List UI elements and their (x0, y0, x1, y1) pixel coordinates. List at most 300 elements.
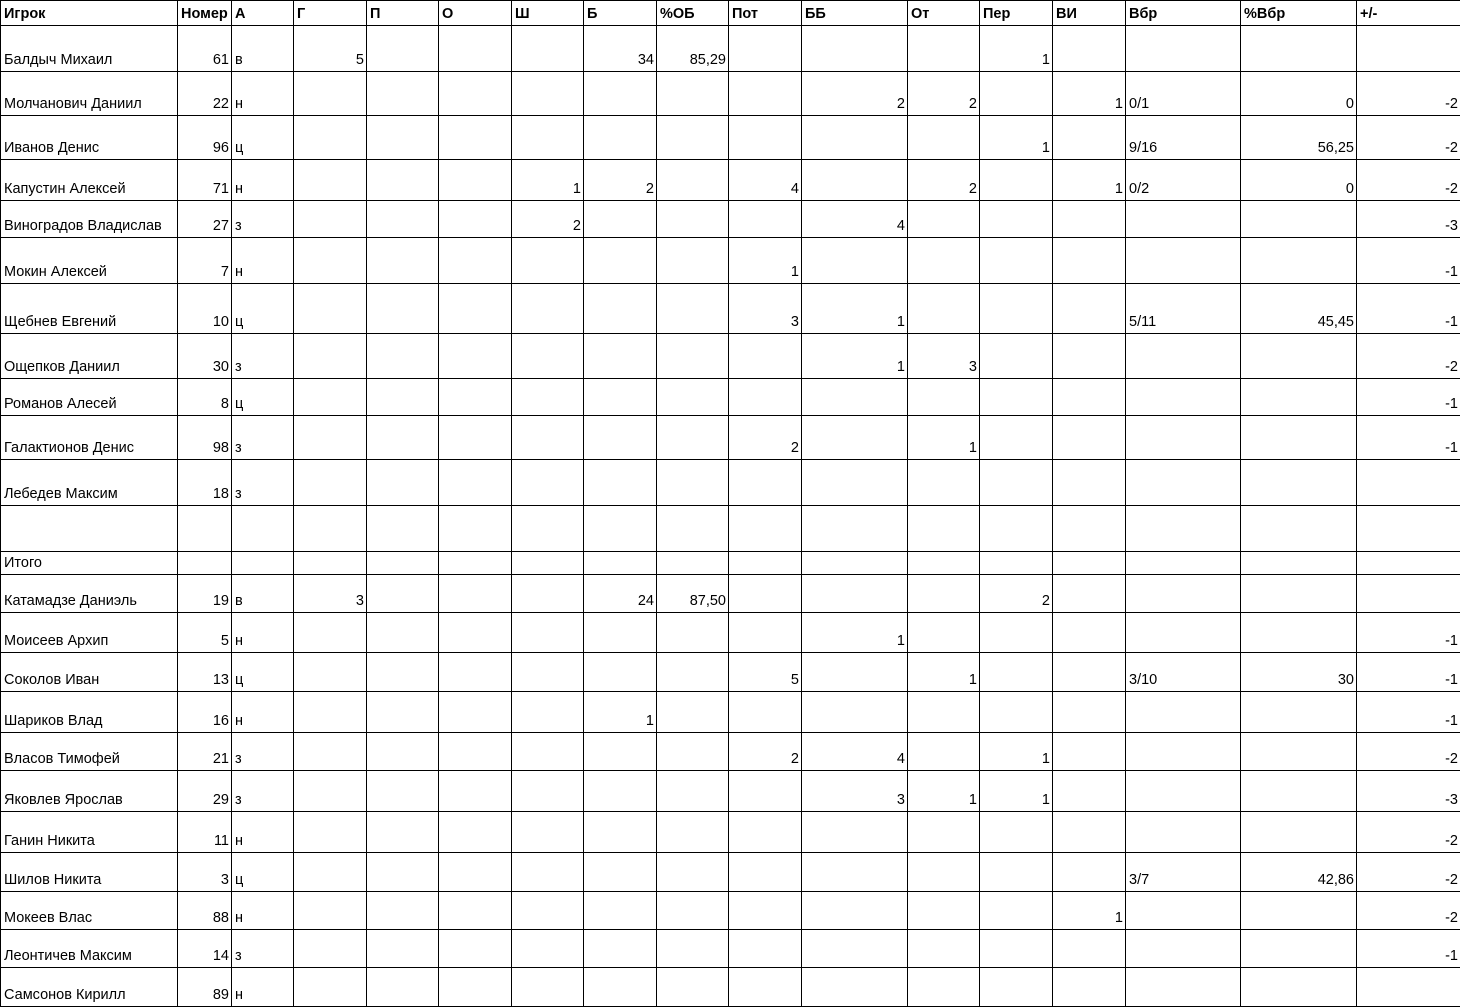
player-name: Ганин Никита (1, 812, 178, 853)
player-number: 18 (178, 460, 232, 506)
stat-cell (908, 733, 980, 771)
stat-cell (584, 653, 657, 692)
plus-minus-cell: -2 (1357, 334, 1460, 379)
player-number: 19 (178, 575, 232, 613)
stat-cell (1053, 460, 1126, 506)
stat-cell (980, 284, 1053, 334)
player-position: з (232, 416, 294, 460)
stat-cell (294, 892, 367, 930)
column-header: Пот (729, 1, 802, 26)
stat-cell (294, 692, 367, 733)
player-name: Моисеев Архип (1, 613, 178, 653)
stat-cell (908, 613, 980, 653)
stat-cell (657, 552, 729, 575)
stat-cell (657, 771, 729, 812)
plus-minus-cell: -1 (1357, 692, 1460, 733)
column-header: А (232, 1, 294, 26)
player-name: Ощепков Даниил (1, 334, 178, 379)
stat-cell (980, 853, 1053, 892)
stat-cell (908, 812, 980, 853)
player-number: 11 (178, 812, 232, 853)
stat-cell (908, 853, 980, 892)
stat-cell: 3/7 (1126, 853, 1241, 892)
stat-cell: 2 (584, 160, 657, 201)
stat-cell (1053, 201, 1126, 238)
stat-cell (584, 416, 657, 460)
plus-minus-cell: -2 (1357, 733, 1460, 771)
column-header: %ОБ (657, 1, 729, 26)
stat-cell (657, 284, 729, 334)
stat-cell (294, 733, 367, 771)
player-position: з (232, 771, 294, 812)
plus-minus-cell (1357, 460, 1460, 506)
stat-cell (1241, 613, 1357, 653)
stat-cell (367, 116, 439, 160)
plus-minus-cell: -3 (1357, 201, 1460, 238)
stat-cell (294, 72, 367, 116)
stat-cell (584, 379, 657, 416)
column-header: %Вбр (1241, 1, 1357, 26)
player-position: ц (232, 379, 294, 416)
stat-cell (584, 460, 657, 506)
stat-cell: 2 (512, 201, 584, 238)
stat-cell: 87,50 (657, 575, 729, 613)
stat-cell (657, 160, 729, 201)
plus-minus-cell: -2 (1357, 853, 1460, 892)
plus-minus-cell (1357, 552, 1460, 575)
stat-cell (512, 692, 584, 733)
player-position: н (232, 613, 294, 653)
player-number: 5 (178, 613, 232, 653)
player-name: Мокин Алексей (1, 238, 178, 284)
stat-cell: 2 (908, 72, 980, 116)
column-header: ВИ (1053, 1, 1126, 26)
player-position: н (232, 892, 294, 930)
stat-cell (980, 692, 1053, 733)
stat-cell: 5 (729, 653, 802, 692)
stat-cell (1241, 552, 1357, 575)
stat-cell (980, 653, 1053, 692)
stat-cell (439, 771, 512, 812)
column-header: Вбр (1126, 1, 1241, 26)
stat-cell (657, 892, 729, 930)
stat-cell (512, 613, 584, 653)
player-number: 7 (178, 238, 232, 284)
player-position: з (232, 201, 294, 238)
stat-cell (439, 575, 512, 613)
column-header: +/- (1357, 1, 1460, 26)
stat-cell (584, 613, 657, 653)
stat-cell: 0/1 (1126, 72, 1241, 116)
stat-cell: 3/10 (1126, 653, 1241, 692)
stat-cell (294, 968, 367, 1007)
stat-cell (980, 334, 1053, 379)
stat-cell (367, 812, 439, 853)
stat-cell (584, 334, 657, 379)
stat-cell (908, 284, 980, 334)
column-header: Б (584, 1, 657, 26)
table-row (1, 26, 1460, 72)
stat-cell (908, 379, 980, 416)
stat-cell (584, 930, 657, 968)
stat-cell (1053, 930, 1126, 968)
stat-cell (367, 416, 439, 460)
stat-cell (439, 506, 512, 552)
header-row (1, 1, 1460, 26)
stat-cell (439, 26, 512, 72)
stat-cell (439, 653, 512, 692)
player-name (1, 506, 178, 552)
player-position: в (232, 26, 294, 72)
stat-cell (1053, 26, 1126, 72)
stat-cell (1126, 692, 1241, 733)
stat-cell (657, 416, 729, 460)
stat-cell (512, 552, 584, 575)
stat-cell (294, 416, 367, 460)
stat-cell (657, 653, 729, 692)
stat-cell (1126, 460, 1241, 506)
stat-cell (439, 733, 512, 771)
stat-cell (294, 771, 367, 812)
stat-cell: 1 (802, 613, 908, 653)
plus-minus-cell: -1 (1357, 613, 1460, 653)
stat-cell (439, 160, 512, 201)
player-number: 71 (178, 160, 232, 201)
stat-cell (294, 334, 367, 379)
stat-cell (439, 613, 512, 653)
stat-cell (729, 116, 802, 160)
player-number: 29 (178, 771, 232, 812)
stat-cell (908, 26, 980, 72)
player-position: в (232, 575, 294, 613)
stat-cell (657, 812, 729, 853)
player-position: н (232, 238, 294, 284)
stat-cell: 2 (802, 72, 908, 116)
player-name: Шариков Влад (1, 692, 178, 733)
table-row (1, 575, 1460, 613)
stat-cell (1241, 416, 1357, 460)
table-row (1, 160, 1460, 201)
stat-cell (1241, 575, 1357, 613)
stat-cell (1126, 334, 1241, 379)
player-number: 98 (178, 416, 232, 460)
stat-cell (512, 416, 584, 460)
stat-cell (1053, 733, 1126, 771)
stat-cell (1126, 733, 1241, 771)
stat-cell (802, 460, 908, 506)
stat-cell (802, 26, 908, 72)
player-number: 96 (178, 116, 232, 160)
stat-cell (1053, 552, 1126, 575)
stat-cell: 1 (802, 334, 908, 379)
plus-minus-cell: -2 (1357, 72, 1460, 116)
stat-cell (1241, 334, 1357, 379)
stat-cell: 1 (980, 26, 1053, 72)
stat-cell (367, 653, 439, 692)
stat-cell (512, 334, 584, 379)
stat-cell: 1 (980, 116, 1053, 160)
table-row (1, 460, 1460, 506)
stat-cell (729, 812, 802, 853)
player-position: з (232, 334, 294, 379)
stat-cell (584, 72, 657, 116)
table-row (1, 201, 1460, 238)
player-name: Катамадзе Даниэль (1, 575, 178, 613)
table-row (1, 853, 1460, 892)
stat-cell (294, 853, 367, 892)
stat-cell (439, 379, 512, 416)
stat-cell: 5 (294, 26, 367, 72)
table-row (1, 613, 1460, 653)
stat-cell (439, 968, 512, 1007)
stat-cell (294, 284, 367, 334)
stat-cell (1053, 506, 1126, 552)
stat-cell (1241, 379, 1357, 416)
stat-cell: 1 (729, 238, 802, 284)
plus-minus-cell: -1 (1357, 284, 1460, 334)
stat-cell: 1 (908, 416, 980, 460)
stat-cell (584, 201, 657, 238)
stat-cell (584, 506, 657, 552)
player-name: Виноградов Владислав (1, 201, 178, 238)
stat-cell: 1 (980, 733, 1053, 771)
stat-cell (512, 853, 584, 892)
stat-cell (1241, 771, 1357, 812)
stat-cell (294, 613, 367, 653)
stat-cell (729, 552, 802, 575)
stat-cell (802, 552, 908, 575)
stat-cell (908, 692, 980, 733)
stat-cell (439, 460, 512, 506)
table-row (1, 552, 1460, 575)
player-number: 13 (178, 653, 232, 692)
stat-cell (1053, 238, 1126, 284)
plus-minus-cell (1357, 968, 1460, 1007)
column-header: От (908, 1, 980, 26)
stat-cell (1053, 116, 1126, 160)
stat-cell (584, 552, 657, 575)
stat-cell (1053, 284, 1126, 334)
stat-cell (512, 284, 584, 334)
player-name: Итого (1, 552, 178, 575)
stat-cell: 0/2 (1126, 160, 1241, 201)
stat-cell (294, 160, 367, 201)
player-position: ц (232, 284, 294, 334)
stat-cell (367, 72, 439, 116)
stat-cell (439, 692, 512, 733)
stat-cell (367, 968, 439, 1007)
stat-cell (657, 853, 729, 892)
plus-minus-cell: -1 (1357, 416, 1460, 460)
player-position: ц (232, 853, 294, 892)
stat-cell (294, 506, 367, 552)
stat-cell (1053, 379, 1126, 416)
player-position: ц (232, 653, 294, 692)
stat-cell (367, 284, 439, 334)
stat-cell: 0 (1241, 160, 1357, 201)
stat-cell (1126, 379, 1241, 416)
stat-cell (980, 72, 1053, 116)
stat-cell (657, 692, 729, 733)
column-header: П (367, 1, 439, 26)
stat-cell (729, 26, 802, 72)
stat-cell: 1 (1053, 892, 1126, 930)
stat-cell (584, 733, 657, 771)
stat-cell (1241, 506, 1357, 552)
stat-cell (1053, 771, 1126, 812)
stat-cell (512, 930, 584, 968)
stat-cell (729, 692, 802, 733)
stat-cell (657, 968, 729, 1007)
plus-minus-cell: -2 (1357, 160, 1460, 201)
stat-cell (729, 201, 802, 238)
stat-cell (1241, 26, 1357, 72)
stat-cell (980, 238, 1053, 284)
player-name: Романов Алесей (1, 379, 178, 416)
player-number (178, 552, 232, 575)
stat-cell (657, 460, 729, 506)
plus-minus-cell: -1 (1357, 653, 1460, 692)
stat-cell (439, 334, 512, 379)
stat-cell (512, 812, 584, 853)
stat-cell (908, 460, 980, 506)
stat-cell (1053, 968, 1126, 1007)
stat-cell (802, 812, 908, 853)
stat-cell (1126, 26, 1241, 72)
player-position: н (232, 160, 294, 201)
player-position: н (232, 72, 294, 116)
stat-cell: 3 (729, 284, 802, 334)
stat-cell (729, 379, 802, 416)
table-row (1, 506, 1460, 552)
stat-cell (367, 733, 439, 771)
table-row (1, 284, 1460, 334)
player-position: н (232, 812, 294, 853)
stat-cell (980, 416, 1053, 460)
stat-cell (1053, 812, 1126, 853)
stat-cell: 1 (1053, 160, 1126, 201)
player-position (232, 506, 294, 552)
plus-minus-cell: -2 (1357, 892, 1460, 930)
player-name: Балдыч Михаил (1, 26, 178, 72)
stat-cell (729, 72, 802, 116)
stat-cell (1126, 506, 1241, 552)
stat-cell (1126, 771, 1241, 812)
stat-cell (1241, 733, 1357, 771)
stat-cell (908, 506, 980, 552)
player-number: 61 (178, 26, 232, 72)
stat-cell (512, 771, 584, 812)
stat-cell (512, 892, 584, 930)
stat-cell: 45,45 (1241, 284, 1357, 334)
stat-cell (1126, 201, 1241, 238)
player-position: н (232, 968, 294, 1007)
column-header: Пер (980, 1, 1053, 26)
stat-cell (367, 552, 439, 575)
stat-cell (729, 853, 802, 892)
player-number: 8 (178, 379, 232, 416)
player-name: Галактионов Денис (1, 416, 178, 460)
stat-cell (729, 930, 802, 968)
table-body (1, 26, 1460, 1007)
table-row (1, 334, 1460, 379)
stat-cell (657, 613, 729, 653)
stat-cell (908, 575, 980, 613)
stat-cell (367, 379, 439, 416)
stat-cell (1126, 416, 1241, 460)
stat-cell (439, 812, 512, 853)
stat-cell: 9/16 (1126, 116, 1241, 160)
stat-cell: 2 (729, 733, 802, 771)
plus-minus-cell: -1 (1357, 238, 1460, 284)
plus-minus-cell: -2 (1357, 116, 1460, 160)
stat-cell (367, 575, 439, 613)
stat-cell: 1 (802, 284, 908, 334)
stat-cell (657, 116, 729, 160)
player-number: 27 (178, 201, 232, 238)
stat-cell (802, 379, 908, 416)
stat-cell (1053, 575, 1126, 613)
stat-cell (908, 116, 980, 160)
stat-cell (980, 930, 1053, 968)
stat-cell (439, 892, 512, 930)
player-name: Шилов Никита (1, 853, 178, 892)
stat-cell (802, 506, 908, 552)
player-number: 89 (178, 968, 232, 1007)
stat-cell (1053, 613, 1126, 653)
plus-minus-cell: -2 (1357, 812, 1460, 853)
stat-cell (367, 771, 439, 812)
stat-cell (980, 812, 1053, 853)
stat-cell (584, 892, 657, 930)
stat-cell (980, 552, 1053, 575)
stat-cell (980, 613, 1053, 653)
table-row (1, 416, 1460, 460)
table-row (1, 892, 1460, 930)
stat-cell (1053, 853, 1126, 892)
stat-cell: 3 (294, 575, 367, 613)
stat-cell (729, 575, 802, 613)
stat-cell: 0 (1241, 72, 1357, 116)
table-row (1, 653, 1460, 692)
column-header: Номер (178, 1, 232, 26)
stat-cell (1126, 613, 1241, 653)
stat-cell (367, 201, 439, 238)
stat-cell (802, 968, 908, 1007)
stat-cell (657, 506, 729, 552)
stat-cell (512, 238, 584, 284)
stat-cell: 4 (802, 201, 908, 238)
stat-cell (512, 653, 584, 692)
stat-cell (1126, 552, 1241, 575)
stat-cell (439, 238, 512, 284)
stat-cell (657, 379, 729, 416)
player-position (232, 552, 294, 575)
stat-cell (802, 575, 908, 613)
stat-cell (584, 284, 657, 334)
stat-cell (512, 116, 584, 160)
stat-cell (294, 552, 367, 575)
stat-cell (802, 416, 908, 460)
stat-cell (512, 72, 584, 116)
stat-cell (729, 771, 802, 812)
stat-cell (294, 812, 367, 853)
stat-cell (1241, 968, 1357, 1007)
stat-cell (294, 460, 367, 506)
player-position: н (232, 692, 294, 733)
stat-cell: 3 (802, 771, 908, 812)
stat-cell (439, 201, 512, 238)
